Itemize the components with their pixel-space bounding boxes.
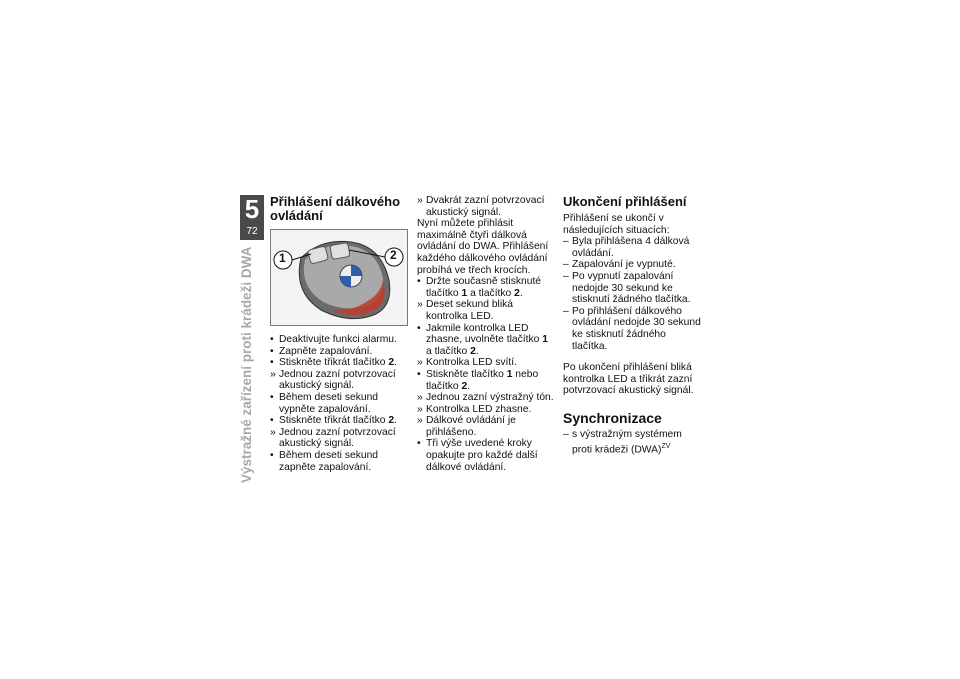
login-steps-list xyxy=(270,334,408,473)
list-item: – Po vypnutí zapalování nedojde 30 sekund ke stisknutí žádného tlačítka. xyxy=(563,270,691,306)
paragraph-intro: Přihlášení se ukončí v následujících situacích: xyxy=(563,213,670,236)
list-item: » Jednou zazní potvrzovací akustický signál. xyxy=(270,426,396,450)
list-item: • Stiskněte tlačítko 1 nebo tlačítko 2. xyxy=(417,368,539,392)
paragraph-max-four: Nyní můžete přihlásit maximálně čtyři dálková ovládání do DWA. Přihlášení každého dálkového ovládání probíhá ve třech krocích. xyxy=(417,218,549,276)
list-item: » Kontrolka LED zhasne. xyxy=(417,403,532,415)
section-heading-sync: Synchronizace xyxy=(563,409,662,426)
section-heading-login: Přihlášení dálkového ovládání xyxy=(270,194,401,223)
callout-1: 1 xyxy=(279,251,286,265)
list-item: – Po přihlášení dálkového ovládání nedojde 30 sekund ke stisknutí žádného tlačítka. xyxy=(563,305,701,352)
paragraph-closing: Po ukončení přihlášení bliká kontrolka LED a třikrát zazní potvrzovací akustický signál. xyxy=(563,362,694,397)
sync-list xyxy=(563,429,701,456)
login-continued-list xyxy=(417,195,555,218)
list-item: » Deset sekund bliká kontrolka LED. xyxy=(417,299,514,322)
list-item: • Deaktivujte funkci alarmu. xyxy=(270,334,397,345)
list-item: • Stiskněte třikrát tlačítko 2. xyxy=(270,357,397,369)
remote-key-fob-image xyxy=(271,230,407,325)
list-item: » Kontrolka LED svítí. xyxy=(417,357,517,369)
column-1 xyxy=(270,195,408,473)
list-item: • Držte současně stisknuté tlačítko 1 a tlačítko 2. xyxy=(417,276,542,299)
list-item: » Dvakrát zazní potvrzovací akustický signál. xyxy=(417,195,545,218)
end-conditions-list xyxy=(563,236,701,352)
list-item: • Během deseti sekund zapněte zapalování. xyxy=(270,449,379,473)
section-heading-end-login: Ukončení přihlášení xyxy=(563,194,687,209)
list-item: – s výstražným systémem proti krádeži (DWA)$^{ZV}$ xyxy=(563,428,682,455)
list-item: • Stiskněte třikrát tlačítko 2. xyxy=(270,415,397,427)
list-item: » Jednou zazní potvrzovací akustický signál. xyxy=(270,368,396,392)
list-item: • Zapněte zapalování. xyxy=(270,345,373,357)
list-item: – Byla přihlášena 4 dálková ovládání. xyxy=(563,236,690,259)
page-number: 72 xyxy=(246,226,258,237)
list-item: • Během deseti sekund vypněte zapalování. xyxy=(270,391,379,415)
list-item: » Dálkové ovládání je přihlášeno. xyxy=(417,415,516,438)
column-2 xyxy=(417,195,555,473)
remote-control-figure xyxy=(270,229,408,326)
list-item: • Tři výše uvedené kroky opakujte pro každé další dálkové ovládání. xyxy=(417,438,538,473)
list-item: • Jakmile kontrolka LED zhasne, uvolněte tlačítko 1 a tlačítko 2. xyxy=(417,322,548,357)
three-steps-list xyxy=(417,276,555,473)
chapter-vertical-title: Výstražné zařízení proti krádeži DWA xyxy=(239,246,254,483)
callout-2: 2 xyxy=(390,248,397,262)
column-3 xyxy=(563,195,701,456)
option-superscript: ZV xyxy=(661,442,671,450)
list-item: – Zapalování je vypnuté. xyxy=(563,259,676,271)
chapter-number: 5 xyxy=(244,194,260,224)
list-item: » Jednou zazní výstražný tón. xyxy=(417,392,554,404)
